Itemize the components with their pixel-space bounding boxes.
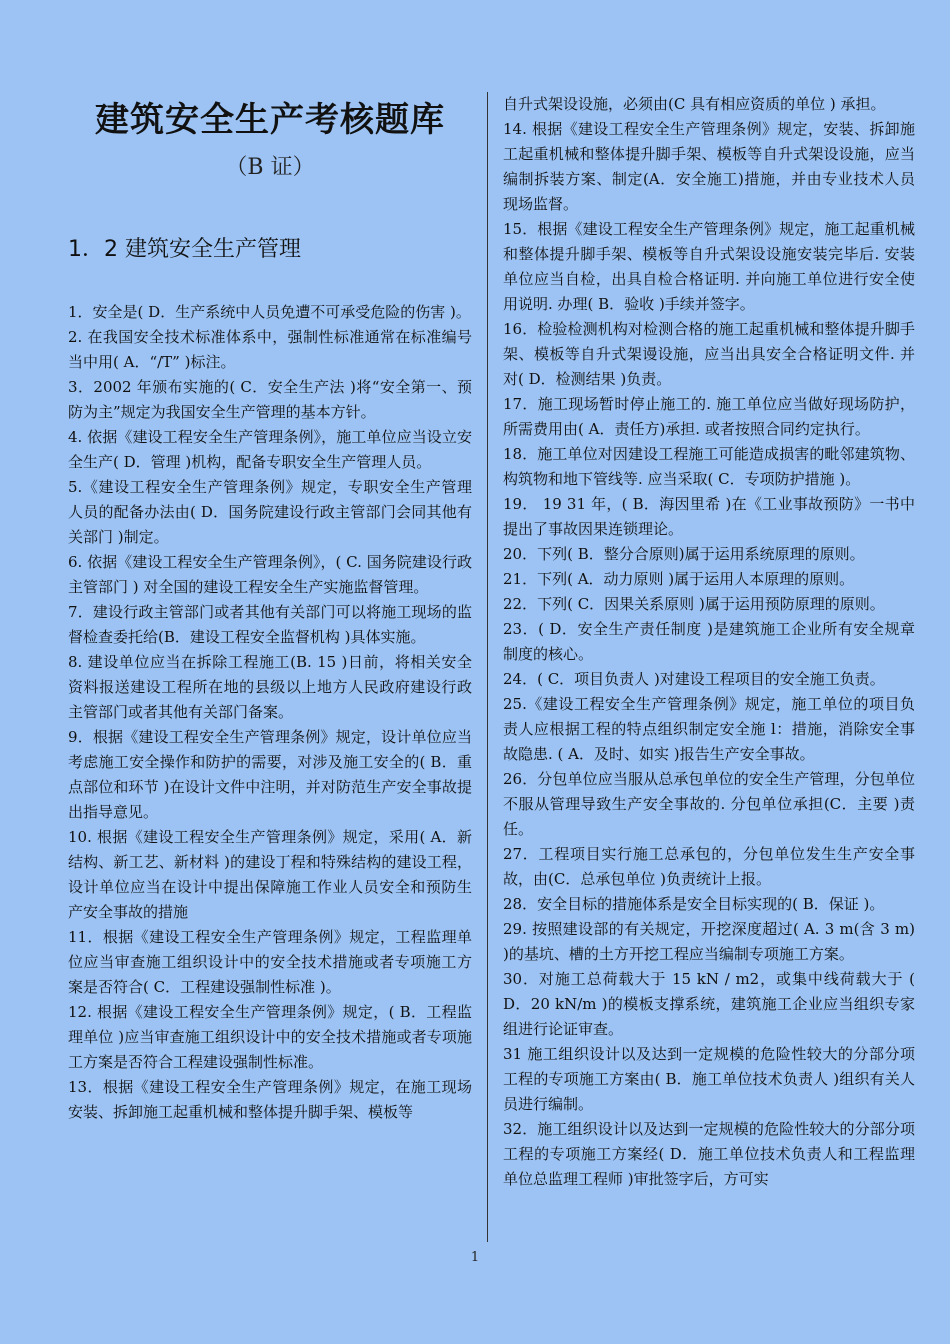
column-divider [487,92,488,1242]
question-item: 24．( C．项目负责人 )对建设工程项目的安全施工负责。 [503,670,885,688]
question-item: 29. 按照建设部的有关规定，开挖深度超过( A. 3 m(含 3 m) )的基坑、槽的土方开挖工程应当编制专项施工方案。 [503,920,915,963]
question-item: 13．根据《建设工程安全生产管理条例》规定，在施工现场安装、拆卸施工起重机械和整体提升脚手架、模板等 [68,1078,472,1121]
question-item: 31 施工组织设计以及达到一定规模的危险性较大的分部分项工程的专项施工方案由( B．施工单位技术负责人 )组织有关人员进行编制。 [503,1045,915,1113]
question-item: 3．2002 年颁布实施的( C．安全生产法 )将“安全第一、预防为主”规定为我国安全生产管理的基本方针。 [68,378,472,421]
question-item: 7．建设行政主管部门或者其他有关部门可以将施工现场的监督检查委托给(B．建设工程安全监督机构 )具体实施。 [68,603,472,646]
question-item: 26．分包单位应当服从总承包单位的安全生产管理，分包单位不服从管理导致生产安全事故的. 分包单位承担(C．主要 )责任。 [503,770,915,838]
question-item: 19． 19 31 年，( B．海因里希 )在《工业事故预防》一书中提出了事故因果连锁理论。 [503,495,915,538]
question-item: 30．对施工总荷载大于 15 kN / m2，或集中线荷载大于 ( D．20 kN/m )的模板支撑系统，建筑施工企业应当组织专家组进行论证审查。 [503,970,915,1038]
question-item: 10. 根据《建设工程安全生产管理条例》规定，采用( A．新结构、新工艺、新材料 )的建设丁程和特殊结构的建设工程，设计单位应当在设计中提出保障施工作业人员安全和预防生产安全事故的措施 [68,828,472,921]
question-item: 20．下列( B．整分合原则)属于运用系统原理的原则。 [503,545,865,563]
question-item: 18．施工单位对因建设工程施工可能造成损害的毗邻建筑物、构筑物和地下管线等. 应当采取( C．专项防护措施 )。 [503,445,915,488]
question-item: 14. 根据《建设工程安全生产管理条例》规定，安装、拆卸施工起重机械和整体提升脚手架、模板等自升式架设设施，应当编制拆装方案、制定(A．安全施工)措施，并由专业技术人员现场监督。 [503,120,915,213]
question-item: 25.《建设工程安全生产管理条例》规定，施工单位的项目负责人应根据工程的特点组织制定安全施 l：措施，消除安全事故隐患. ( A．及时、如实 )报告生产安全事故。 [503,695,915,763]
question-item: 2. 在我国安全技术标准体系中，强制性标准通常在标准编号当中用( A．“/T” )标注。 [68,328,472,371]
question-item: 自升式架设设施，必须由(C 具有相应资质的单位 ) 承担。 [503,95,886,113]
left-column-questions [68,300,472,1125]
question-item: 15．根据《建设工程安全生产管理条例》规定，施工起重机械和整体提升脚手架、模板等自升式架设设施安装完毕后. 安装单位应当自检，出具自检合格证明. 并向施工单位进行安全使用说明. 办理( B．验收 )手续并签字。 [503,220,915,313]
question-item: 17．施工现场暂时停止施工的. 施工单位应当做好现场防护，所需费用由( A．责任方)承担. 或者按照合同约定执行。 [503,395,915,438]
document-title: 建筑安全生产考核题库 [95,100,445,140]
document-subtitle: （B 证） [225,155,315,180]
question-item: 32．施工组织设计以及达到一定规模的危险性较大的分部分项工程的专项施工方案经( D．施工单位技术负责人和工程监理单位总监理工程师 )审批签字后，方可实 [503,1120,915,1188]
question-item: 5.《建设工程安全生产管理条例》规定，专职安全生产管理人员的配备办法由( D．国务院建设行政主管部门会同其他有关部门 )制定。 [68,478,472,546]
question-item: 4. 依据《建设工程安全生产管理条例》，施工单位应当设立安全生产( D．管理 )机构，配备专职安全生产管理人员。 [68,428,472,471]
question-item: 9．根据《建设工程安全生产管理条例》规定，设计单位应当考虑施工安全操作和防护的需要，对涉及施工安全的( B．重点部位和环节 )在设计文件中注明，并对防范生产安全事故提出指导意见。 [68,728,472,821]
page-number: 1 [470,1250,480,1265]
question-item: 1．安全是( D．生产系统中人员免遭不可承受危险的伤害 )。 [68,303,471,321]
question-item: 23．( D．安全生产责任制度 )是建筑施工企业所有安全规章制度的核心。 [503,620,915,663]
question-item: 27．工程项目实行施工总承包的，分包单位发生生产安全事故，由(C．总承包单位 )负责统计上报。 [503,845,915,888]
section-heading: 1．2 建筑安全生产管理 [68,237,301,262]
right-column-questions [503,92,915,1192]
question-item: 12. 根据《建设工程安全生产管理条例》规定，( B．工程监理单位 )应当审查施工组织设计中的安全技术措施或者专项施工方案是否符合工程建设强制性标准。 [68,1003,472,1071]
question-item: 28．安全目标的措施体系是安全目标实现的( B．保证 )。 [503,895,885,913]
question-item: 11．根据《建设工程安全生产管理条例》规定，工程监理单位应当审查施工组织设计中的安全技术措施或者专项施工方案是否符合( C．工程建设强制性标准 )。 [68,928,472,996]
question-item: 16．检验检测机构对检测合格的施工起重机械和整体提升脚手架、模板等自升式架谩设施，应当出具安全合格证明文件. 并对( D．检测结果 )负责。 [503,320,915,388]
question-item: 6. 依据《建设工程安全生产管理条例》，( C. 国务院建设行政主管部门 ) 对全国的建设工程安全生产实施监督管理。 [68,553,472,596]
question-item: 8. 建设单位应当在拆除工程施工(B. 15 )日前，将相关安全资料报送建设工程所在地的县级以上地方人民政府建设行政主管部门或者其他有关部门备案。 [68,653,472,721]
question-item: 21．下列( A．动力原则 )属于运用人本原理的原则。 [503,570,855,588]
question-item: 22．下列( C．因果关系原则 )属于运用预防原理的原则。 [503,595,885,613]
